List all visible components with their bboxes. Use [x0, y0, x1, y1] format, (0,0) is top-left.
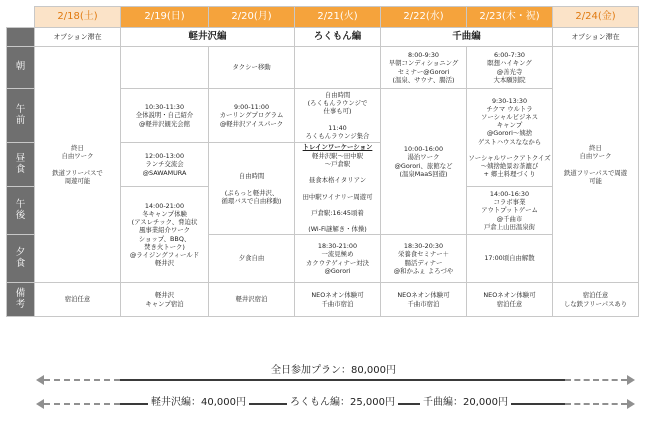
cell-d3-notes: NEOネオン体験可 千曲市宿泊 [295, 283, 381, 317]
cell-d1-notes: 軽井沢 キャンプ宿泊 [121, 283, 209, 317]
phase-rokumon: ろくもん編 [295, 28, 381, 47]
row-label-pm: 午後 [7, 187, 35, 235]
plan-dashed-line [44, 379, 120, 381]
date-header: 2/22(水) [381, 7, 467, 28]
plan-dashed-line [565, 379, 627, 381]
cell-d5-pm: 14:00-16:30 コラボ事業 アウトプットゲーム @千曲市 戸倉上山田温泉街 [467, 187, 553, 235]
arrow-left-icon [36, 375, 44, 385]
cell-d2-dinner: 夕食自由 [209, 235, 295, 283]
plan-full-label: 全日参加プラン：80,000円 [268, 361, 399, 376]
cell-d0-notes: 宿泊任意 [35, 283, 121, 317]
cell-d6-notes: 宿泊任意 しな鉄フリーパスあり [553, 283, 639, 317]
cell-d4-dinner: 18:30-20:30 栄養食セミナー＋ 腸活ディナー @和かふぇ よろづや [381, 235, 467, 283]
cell-d2-am: 9:00-11:00 カーリングプログラム @軽井沢アイスパーク [209, 89, 295, 143]
train-workation-details: 軽井沢駅～田中駅 ～戸倉駅 昼食本格イタリアン 田中駅ワイナリー周遊可 戸倉駅:16:45頃着 (Wi-Fi謎解き・体操) [302, 151, 373, 234]
plan-full-line [120, 379, 565, 381]
plan-dashed-line [44, 403, 120, 405]
cell-d6-free-work: 終日 自由ワーク 鉄道フリーパスで周遊 可能 [553, 47, 639, 283]
plan-karuizawa-label: 軽井沢編：40,000円 [148, 393, 249, 408]
phase-optional: オプション滞在 [35, 28, 121, 47]
arrow-left-icon [36, 399, 44, 409]
date-header: 2/23(木・祝) [467, 7, 553, 28]
cell-d2-free-time: 自由時間 (ぷらっと軽井沢、 循環バスで自由移動) [209, 143, 295, 235]
arrow-right-icon [627, 399, 635, 409]
date-header: 2/24(金) [553, 7, 639, 28]
cell-d4-yuji-work: 10:00-16:00 湯治ワーク @Gorori、旅館など (温泉MaaS回遊) [381, 89, 467, 235]
date-header: 2/19(日) [121, 7, 209, 28]
plan-rokumon-label: ろくもん編：25,000円 [287, 393, 398, 408]
row-label-notes: 備考 [7, 283, 35, 317]
date-header: 2/21(火) [295, 7, 381, 28]
train-workation-title: トレインワーケーション [302, 143, 373, 152]
cell-d3-dinner: 18:30-21:00 一流見極め カクウテゲィナー対決 @Gorori [295, 235, 381, 283]
row-label-am: 午前 [7, 89, 35, 143]
cell-d1-pm: 14:00-21:00 冬キャンプ体験 (アスレチック、脅迫状 風事業紹介ワーク ショップ、BBQ、 焚き火トーク) @ライジングフィールド 軽井沢 [121, 187, 209, 283]
arrow-right-icon [627, 375, 635, 385]
cell-d2-morning: タクシー移動 [209, 47, 295, 89]
cell-d4-notes: NEOネオン体験可 千曲市宿泊 [381, 283, 467, 317]
plan-chikuma-label: 千曲編：20,000円 [420, 393, 511, 408]
row-label-dinner: 夕食 [7, 235, 35, 283]
date-header: 2/20(月) [209, 7, 295, 28]
phase-chikuma: 千曲編 [381, 28, 553, 47]
cell-d1-am: 10:30-11:30 全体説明・自己紹介 @軽井沢観光会館 [121, 89, 209, 143]
cell-d4-morning: 8:00-9:30 早朝コンディショニング セミナー@Gorori (温泉、サウナ、腸活) [381, 47, 467, 89]
cell-d5-am: 9:30-13:30 チクマ ウルトラ ソーシャルビジネス キャンプ @Gorori～姨捨 ゲストハウスななから ソーシャルワークアトクイズ ～姨捨絶景お茶漉び + 郷土料理づくり [467, 89, 553, 187]
cell-d3-am: 自由時間 (ろくもんラウンジで 仕事も可) 11:40 ろくもんラウンジ集合 [295, 89, 381, 143]
cell-d2-notes: 軽井沢宿泊 [209, 283, 295, 317]
phase-karuizawa: 軽井沢編 [121, 28, 295, 47]
row-label-morning: 朝 [7, 47, 35, 89]
cell-d5-notes: NEOネオン体験可 宿泊任意 [467, 283, 553, 317]
phase-optional: オプション滞在 [553, 28, 639, 47]
date-header: 2/18(土) [35, 7, 121, 28]
cell-d1-lunch: 12:00-13:00 ランチ交流会 @SAWAMURA [121, 143, 209, 187]
plan-dashed-line [565, 403, 627, 405]
cell-d5-dinner: 17:00頃自由解散 [467, 235, 553, 283]
cell-d5-morning: 6:00-7:30 瞑想ハイキング @善光寺 大本願別院 [467, 47, 553, 89]
cell-d0-free-work: 終日 自由ワーク 鉄道フリーパスで 周遊可能 [35, 47, 121, 283]
row-label-lunch: 昼食 [7, 143, 35, 187]
